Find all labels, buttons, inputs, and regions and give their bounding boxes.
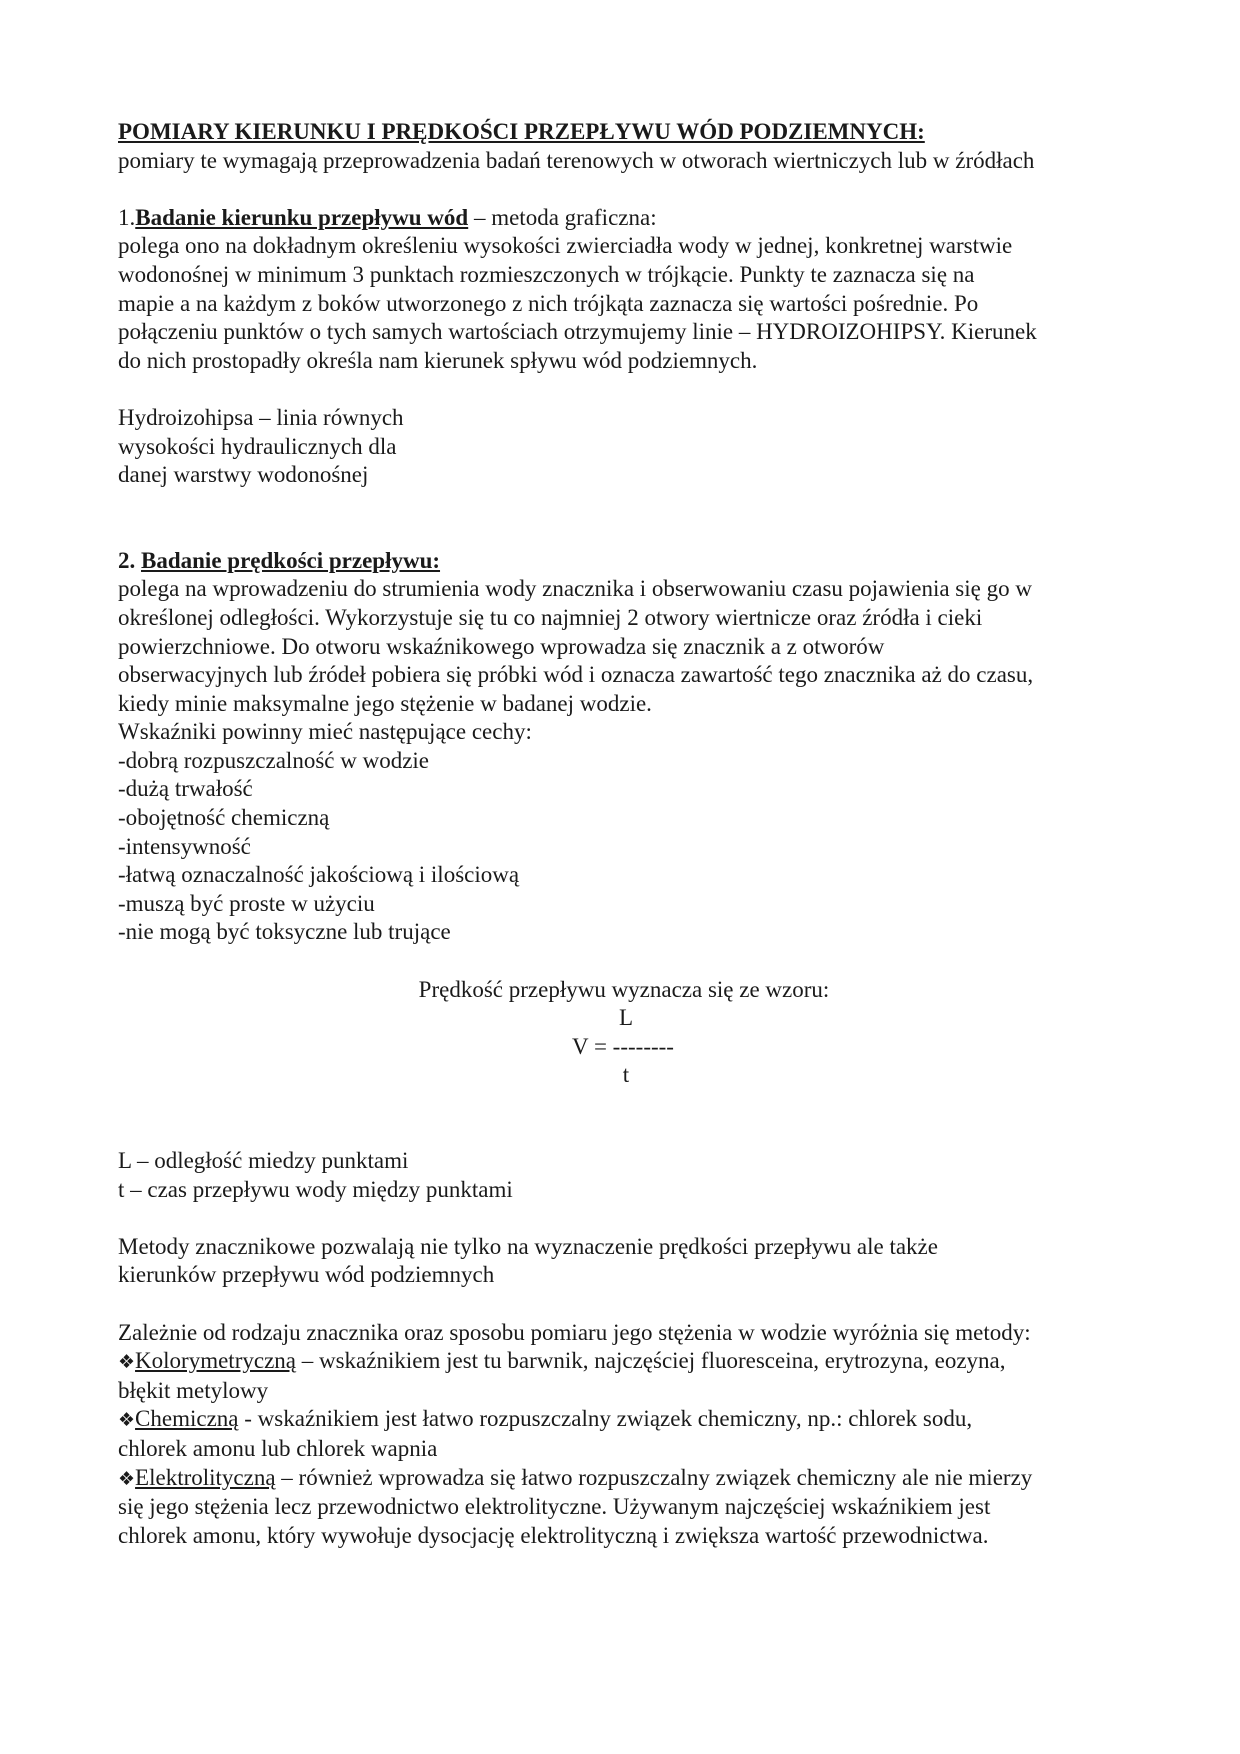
spacer [118,1090,1128,1147]
diamond-bullet-icon: ❖ [118,1409,136,1432]
definition-line: wysokości hydraulicznych dla [118,433,397,459]
spacer [118,947,1128,976]
section1-line: mapie a na każdym z boków utworzonego z nich trójkąta zaznacza się wartości pośrednie. Po [118,290,979,316]
spacer [118,1204,1128,1233]
diamond-bullet-icon: ❖ [118,1467,136,1490]
spacer [118,1290,1128,1319]
section1-line: wodonośnej w minimum 3 punktach rozmieszczonych w trójkącie. Punkty te zaznacza się na [118,261,975,287]
spacer [118,175,1128,204]
section2-line: polega na wprowadzeniu do strumienia wody znacznika i obserwowaniu czasu pojawienia się go w [118,576,1032,602]
legend-line: L – odległość miedzy punktami [118,1148,409,1173]
method-text: – wskaźnikiem jest tu barwnik, najczęściej fluoresceina, erytrozyna, eozyna, [295,1348,1006,1374]
method-continuation: chlorek amonu, który wywołuje dysocjację elektrolityczną i zwiększa wartość przewodnictwa. [118,1522,989,1548]
document-title: POMIARY KIERUNKU I PRĘDKOŚCI PRZEPŁYWU WÓD PODZIEMNYCH: [118,119,925,144]
feature-item: -nie mogą być toksyczne lub trujące [118,919,451,945]
section2-line: powierzchniowe. Do otworu wskaźnikowego wprowadza się znacznik a z otworów [118,633,885,659]
legend-line: t – czas przepływu wody między punktami [118,1176,513,1202]
methods-intro: Zależnie od rodzaju znacznika oraz sposobu pomiaru jego stężenia w wodzie wyróżnia się metody: [118,1319,1031,1345]
method-name: Kolorymetryczną [135,1348,296,1374]
feature-item: -muszą być proste w użyciu [118,890,375,916]
section1-line: polega ono na dokładnym określeniu wysokości zwierciadła wody w jednej, konkretnej warstwie [118,233,1013,259]
section2-heading: Badanie prędkości przepływu: [141,547,441,573]
section1-heading-suffix: – metoda graficzna: [468,204,657,230]
spacer [118,490,1128,547]
section1-line: do nich prostopadły określa nam kierunek spływu wód podziemnych. [118,347,758,373]
note-line: Metody znacznikowe pozwalają nie tylko na wyznaczenie prędkości przepływu ale także [118,1233,938,1259]
section1-heading-line [118,204,1128,233]
intro-text: pomiary te wymagają przeprowadzenia badań terenowych w otworach wiertniczych lub w źródłach [118,147,1035,173]
feature-item: -intensywność [118,833,251,859]
formula-numerator: L [618,1005,634,1031]
note-line: kierunków przepływu wód podziemnych [118,1262,495,1288]
feature-item: -dużą trwałość [118,776,253,802]
method-continuation: się jego stężenia lecz przewodnictwo elektrolityczne. Używanym najczęściej wskaźnikiem jest [118,1494,991,1520]
section2-line: obserwacyjnych lub źródeł pobiera się próbki wód i oznacza zawartość tego znacznika aż do czasu, [118,662,1034,688]
section2-line: Wskaźniki powinny mieć następujące cechy: [118,719,532,745]
section1-heading: Badanie kierunku przepływu wód [135,204,469,230]
method-text: – również wprowadza się łatwo rozpuszczalny związek chemiczny ale nie mierzy [275,1464,1033,1490]
diamond-bullet-icon: ❖ [118,1351,136,1374]
definition-line: Hydroizohipsa – linia równych [118,404,404,430]
formula-intro: Prędkość przepływu wyznacza się ze wzoru: [418,976,830,1002]
section2-line: kiedy minie maksymalne jego stężenie w badanej wodzie. [118,690,652,716]
section2-line: określonej odległości. Wykorzystuje się tu co najmniej 2 otwory wiertnicze oraz źródła i cieki [118,604,983,630]
section1-number: 1. [118,204,136,230]
feature-item: -obojętność chemiczną [118,805,330,831]
method-item [118,1405,1128,1435]
definition-line: danej warstwy wodonośnej [118,462,369,488]
method-text: - wskaźnikiem jest łatwo rozpuszczalny związek chemiczny, np.: chlorek sodu, [238,1406,973,1432]
method-name: Elektrolityczną [135,1464,276,1490]
section1-line: połączeniu punktów o tych samych wartościach otrzymujemy linie – HYDROIZOHIPSY. Kierunek [118,319,1037,345]
method-item [118,1464,1128,1494]
method-continuation: chlorek amonu lub chlorek wapnia [118,1435,438,1461]
feature-item: -dobrą rozpuszczalność w wodzie [118,747,430,773]
section2-number: 2. [118,547,141,573]
method-item [118,1347,1128,1377]
velocity-formula [118,1004,1128,1090]
formula-denominator: t [622,1062,630,1088]
formula-main: V = -------- [572,1033,674,1059]
method-name: Chemiczną [135,1406,239,1432]
document-page [118,118,1128,1550]
section2-heading-line [118,547,1128,576]
method-continuation: błękit metylowy [118,1377,269,1403]
spacer [118,375,1128,404]
feature-item: -łatwą oznaczalność jakościową i ilościową [118,862,520,888]
